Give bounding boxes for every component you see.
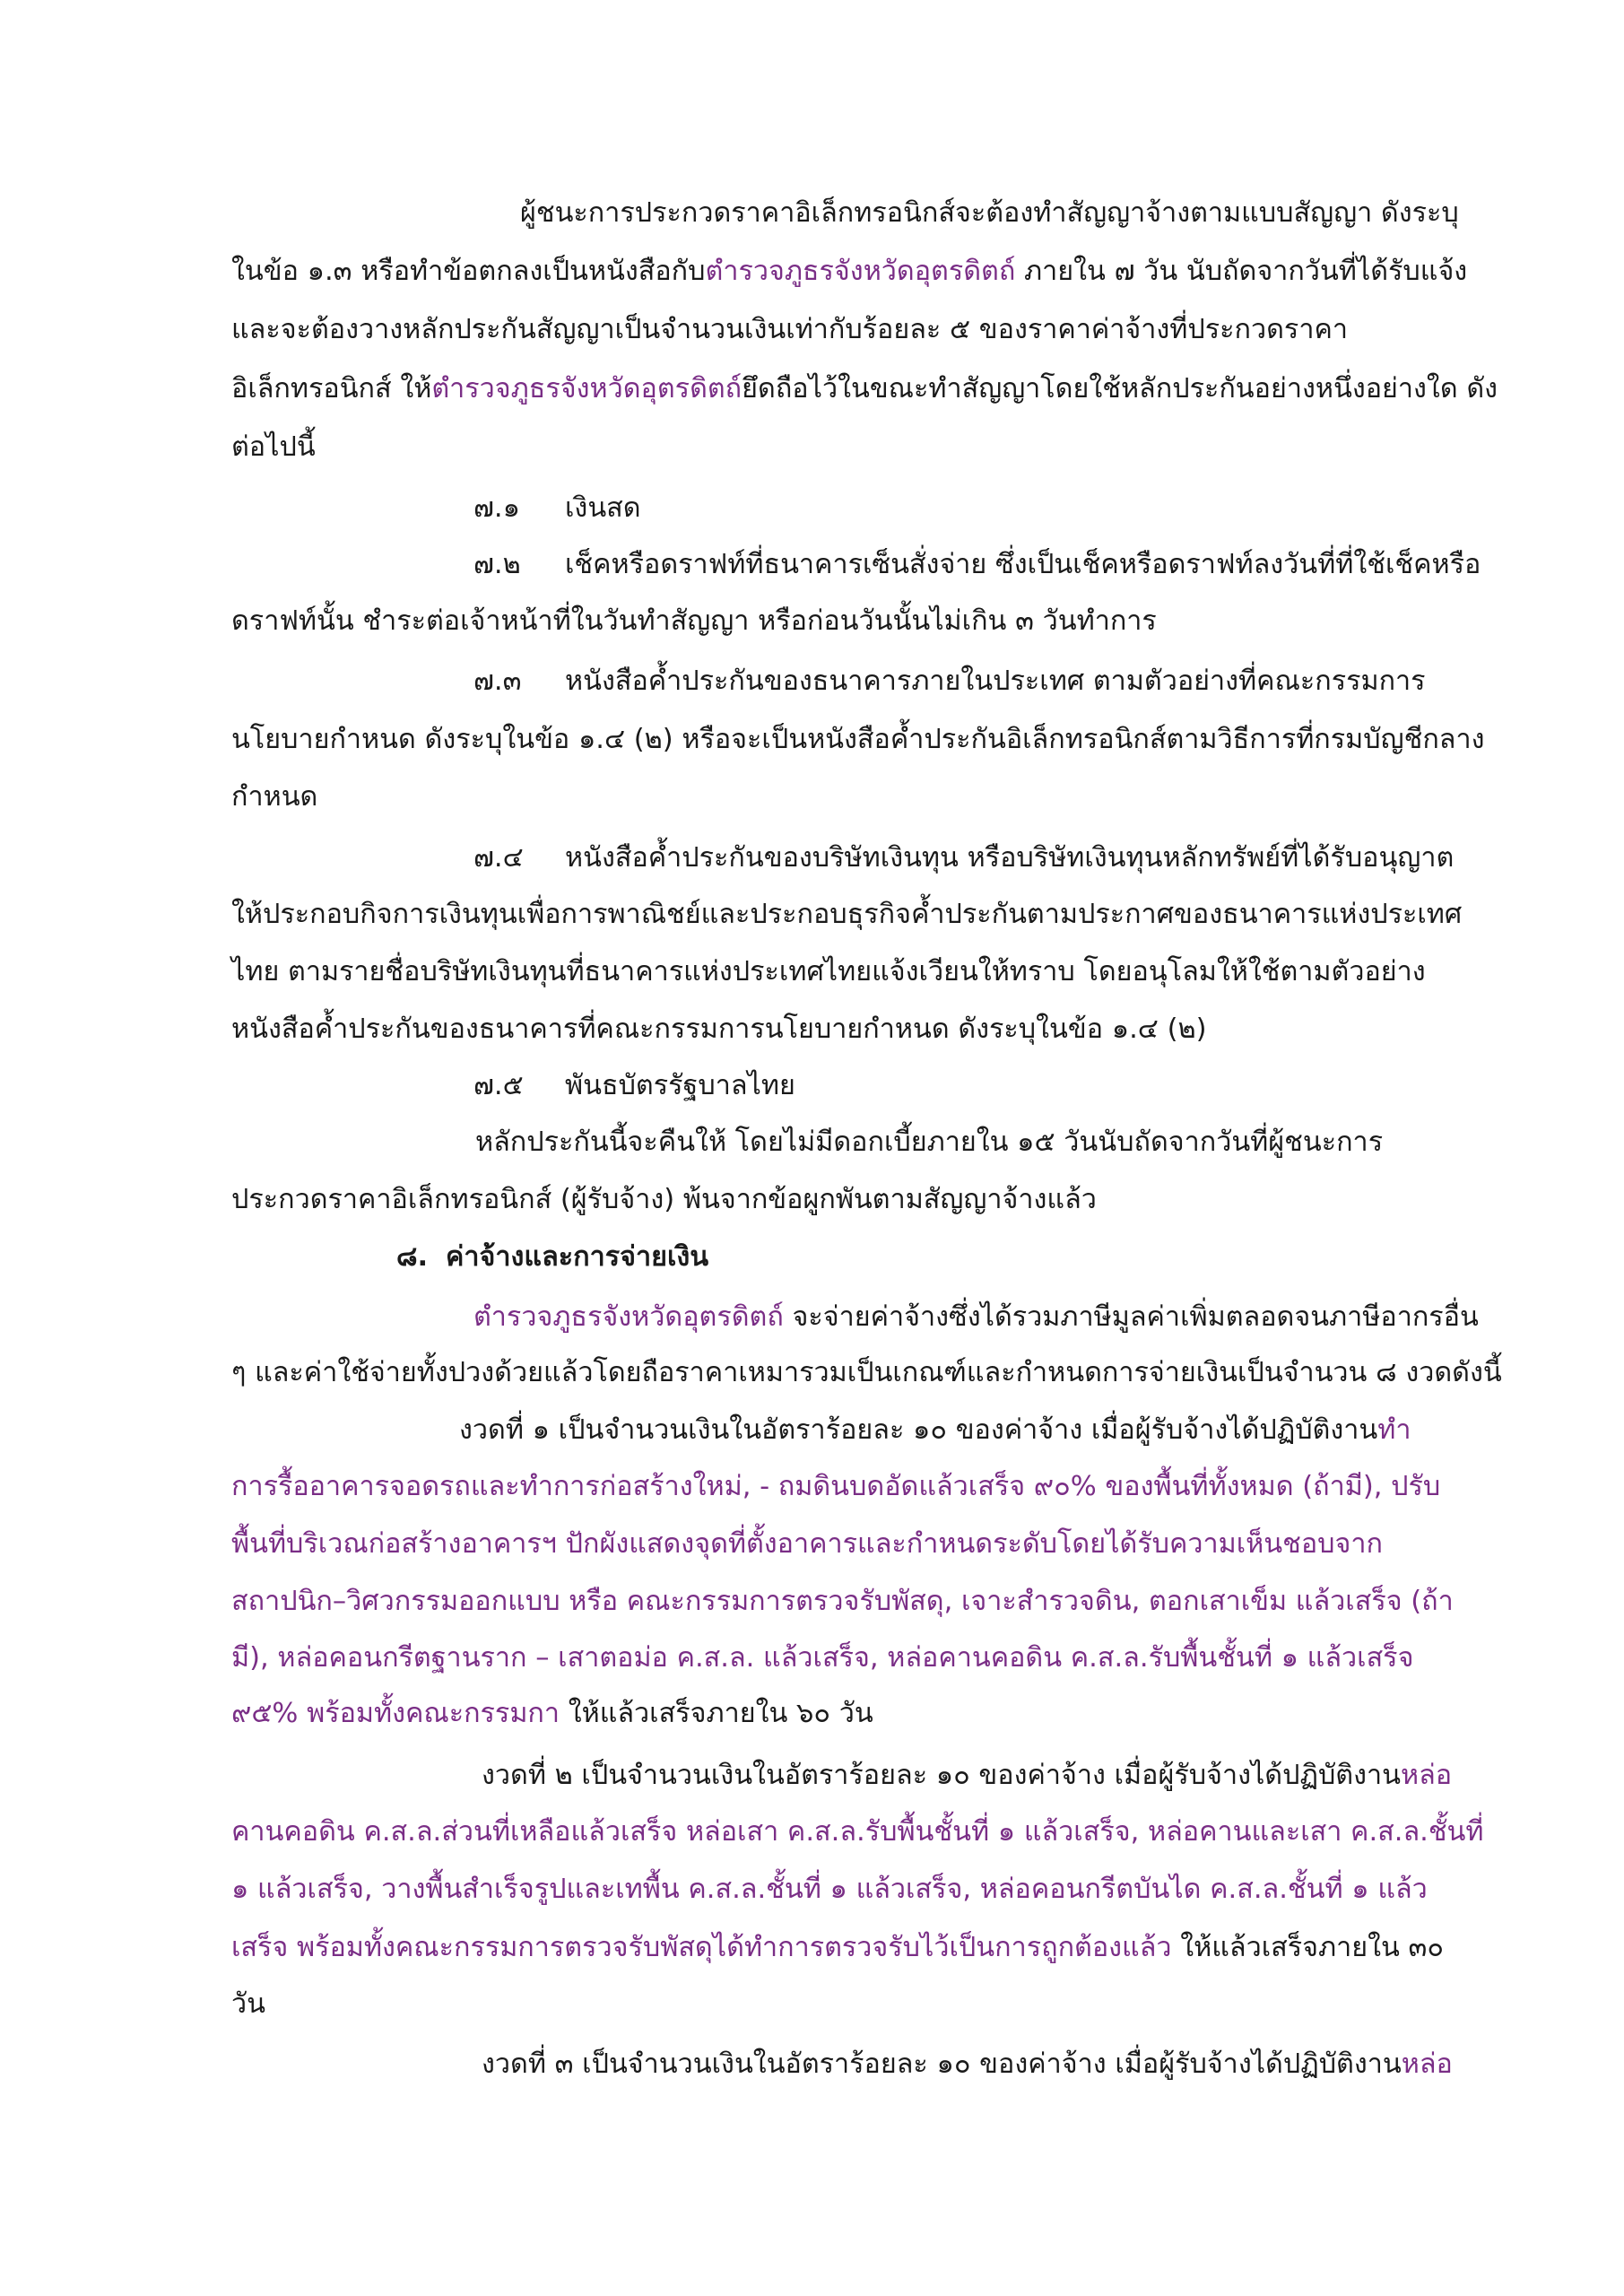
text: ๗.๕ [473,1070,524,1101]
paragraph-contract-line-2 [231,254,1467,290]
text: อิเล็กทรอนิกส์ ให้ [231,373,432,404]
text: ๗.๑ [473,492,520,524]
text: ให้ประกอบกิจการเงินทุนเพื่อการพาณิชย์และประกอบธุรกิจค้ำประกันตามประกาศของธนาคารแห่งประเทศ [231,899,1463,930]
item-7-4-line-4 [231,1012,1207,1048]
item-7-4-line-3 [231,954,1426,990]
item-7-1-number [473,491,520,526]
item-7-5-text [565,1068,795,1104]
paragraph-contract-line-4 [231,371,1498,407]
text: การรื้ออาคารจอดรถและทำการก่อสร้างใหม่, - ถมดินบดอัดแล้วเสร็จ ๙๐% ของพื้นที่ทั้งหมด (ถ้ามี), ปรับ [231,1471,1441,1502]
text: หล่อ [1401,2048,1453,2080]
installment-1-line-1 [459,1413,1411,1448]
text: ๑ แล้วเสร็จ, วางพื้นสำเร็จรูปและเทพื้น ค.ส.ล.ชั้นที่ ๑ แล้วเสร็จ, หล่อคอนกรีตบันได ค.ส.ล.ชั้นที่ ๑ แล้ว [231,1874,1428,1905]
paragraph-return-line-2 [231,1182,1097,1218]
item-7-4-line-1 [565,840,1454,876]
text: ในข้อ ๑.๓ หรือทำข้อตกลงเป็นหนังสือกับ [231,256,706,287]
agency-name: ตำรวจภูธรจังหวัดอุตรดิตถ์ [705,256,1016,287]
text: ดราฟท์นั้น ชำระต่อเจ้าหน้าที่ในวันทำสัญญา หรือก่อนวันนั้นไม่เกิน ๓ วันทำการ [231,605,1157,637]
installment-2-line-3 [231,1872,1428,1908]
text: หลักประกันนี้จะคืนให้ โดยไม่มีดอกเบี้ยภายใน ๑๕ วันนับถัดจากวันที่ผู้ชนะการ [475,1126,1384,1158]
text: และจะต้องวางหลักประกันสัญญาเป็นจำนวนเงินเท่ากับร้อยละ ๕ ของราคาค่าจ้างที่ประกวดราคา [231,314,1348,345]
item-7-2-line-1 [565,547,1481,583]
text: นโยบายกำหนด ดังระบุในข้อ ๑.๔ (๒) หรือจะเป็นหนังสือค้ำประกันอิเล็กทรอนิกส์ตามวิธีการที่กรมบัญชีกลาง [231,724,1485,755]
text: ยึดถือไว้ในขณะทำสัญญาโดยใช้หลักประกันอย่างหนึ่งอย่างใด ดัง [742,373,1498,404]
agency-name: ตำรวจภูธรจังหวัดอุตรดิตถ์ [431,373,743,404]
text: มี), หล่อคอนกรีตฐานราก – เสาตอม่อ ค.ส.ล. แล้วเสร็จ, หล่อคานคอดิน ค.ส.ล.รับพื้นชั้นที่ ๑ แล้วเสร็จ [231,1642,1414,1674]
text: ๘. [396,1241,429,1273]
text: ไทย ตามรายชื่อบริษัทเงินทุนที่ธนาคารแห่งประเทศไทยแจ้งเวียนให้ทราบ โดยอนุโลมให้ใช้ตามตัวอย่าง [231,956,1426,987]
section-8-title [446,1239,708,1275]
text: ๙๕% พร้อมทั้งคณะกรรมกา [231,1698,560,1729]
text: ๗.๒ [473,549,521,580]
text: หล่อ [1400,1760,1453,1791]
text: คานคอดิน ค.ส.ล.ส่วนที่เหลือแล้วเสร็จ หล่อเสา ค.ส.ล.รับพื้นชั้นที่ ๑ แล้วเสร็จ, หล่อคานและเสา ค.ส.ล.ชั้นที่ [231,1816,1484,1848]
text: ค่าจ้างและการจ่ายเงิน [446,1241,709,1273]
installment-2-line-2 [231,1814,1484,1850]
text: เสร็จ พร้อมทั้งคณะกรรมการตรวจรับพัสดุได้ทำการตรวจรับไว้เป็นการถูกต้องแล้ว [231,1932,1172,1963]
paragraph-payment-line-1 [473,1300,1479,1335]
text: สถาปนิก–วิศวกรรมออกแบบ หรือ คณะกรรมการตรวจรับพัสดุ, เจาะสำรวจดิน, ตอกเสาเข็ม แล้วเสร็จ (ถ้า [231,1586,1454,1617]
installment-1-line-3 [231,1526,1383,1562]
item-7-1-text [565,491,641,526]
text: พื้นที่บริเวณก่อสร้างอาคารฯ ปักผังแสดงจุดที่ตั้งอาคารและกำหนดระดับโดยได้รับความเห็นชอบจาก [231,1528,1383,1560]
item-7-3-line-3 [231,779,317,815]
installment-1-line-5 [231,1640,1413,1676]
paragraph-return-line-1 [475,1125,1383,1161]
text: ๆ และค่าใช้จ่ายทั้งปวงด้วยแล้วโดยถือราคาเหมารวมเป็นเกณฑ์และกำหนดการจ่ายเงินเป็นจำนวน ๘ งวดดังนี้ [231,1357,1502,1388]
installment-2-line-1 [482,1758,1452,1794]
paragraph-payment-line-2 [231,1355,1502,1391]
text: ๗.๔ [473,842,524,874]
item-7-2-number [473,547,521,583]
text: ต่อไปนี้ [231,431,316,463]
text: หนังสือค้ำประกันของบริษัทเงินทุน หรือบริษัทเงินทุนหลักทรัพย์ที่ได้รับอนุญาต [565,842,1455,874]
section-8-number [396,1239,428,1275]
text: พันธบัตรรัฐบาลไทย [565,1070,795,1101]
text: งวดที่ ๒ เป็นจำนวนเงินในอัตราร้อยละ ๑๐ ของค่าจ้าง เมื่อผู้รับจ้างได้ปฏิบัติงาน [482,1760,1401,1791]
agency-name: ตำรวจภูธรจังหวัดอุตรดิตถ์ [473,1301,784,1333]
paragraph-contract-line-1 [520,196,1459,231]
installment-1-line-6 [231,1696,873,1732]
item-7-5-number [473,1068,524,1104]
paragraph-contract-line-3 [231,312,1348,348]
text: เงินสด [565,492,641,524]
installment-3-line-1 [482,2047,1453,2083]
text: ภายใน ๗ วัน นับถัดจากวันที่ได้รับแจ้ง [1015,256,1468,287]
item-7-3-line-2 [231,722,1485,758]
text: งวดที่ ๑ เป็นจำนวนเงินในอัตราร้อยละ ๑๐ ของค่าจ้าง เมื่อผู้รับจ้างได้ปฏิบัติงาน [459,1414,1378,1446]
text: ผู้ชนะการประกวดราคาอิเล็กทรอนิกส์จะต้องทำสัญญาจ้างตามแบบสัญญา ดังระบุ [520,197,1459,229]
text: ประกวดราคาอิเล็กทรอนิกส์ (ผู้รับจ้าง) พ้นจากข้อผูกพันตามสัญญาจ้างแล้ว [231,1184,1097,1215]
item-7-3-number [473,664,521,700]
item-7-4-number [473,840,524,876]
text: งวดที่ ๓ เป็นจำนวนเงินในอัตราร้อยละ ๑๐ ของค่าจ้าง เมื่อผู้รับจ้างได้ปฏิบัติงาน [482,2048,1402,2080]
text: ให้แล้วเสร็จภายใน ๖๐ วัน [560,1698,873,1729]
text: วัน [231,1988,265,2020]
text: ให้แล้วเสร็จภายใน ๓๐ [1171,1932,1444,1963]
installment-1-line-4 [231,1584,1454,1620]
installment-1-line-2 [231,1469,1440,1505]
text: ทำ [1377,1414,1411,1446]
item-7-3-line-1 [565,664,1426,700]
paragraph-contract-line-5 [231,430,316,465]
item-7-4-line-2 [231,897,1462,933]
installment-2-line-4 [231,1930,1444,1966]
text: หนังสือค้ำประกันของธนาคารที่คณะกรรมการนโยบายกำหนด ดังระบุในข้อ ๑.๔ (๒) [231,1013,1207,1045]
text: ๗.๓ [473,665,522,697]
installment-2-line-5 [231,1987,265,2022]
text: หนังสือค้ำประกันของธนาคารภายในประเทศ ตามตัวอย่างที่คณะกรรมการ [565,665,1426,697]
text: เช็คหรือดราฟท์ที่ธนาคารเซ็นสั่งจ่าย ซึ่งเป็นเช็คหรือดราฟท์ลงวันที่ที่ใช้เช็คหรือ [565,549,1481,580]
item-7-2-line-2 [231,604,1157,639]
text: จะจ่ายค่าจ้างซึ่งได้รวมภาษีมูลค่าเพิ่มตลอดจนภาษีอากรอื่น [783,1301,1479,1333]
text: กำหนด [231,781,318,813]
